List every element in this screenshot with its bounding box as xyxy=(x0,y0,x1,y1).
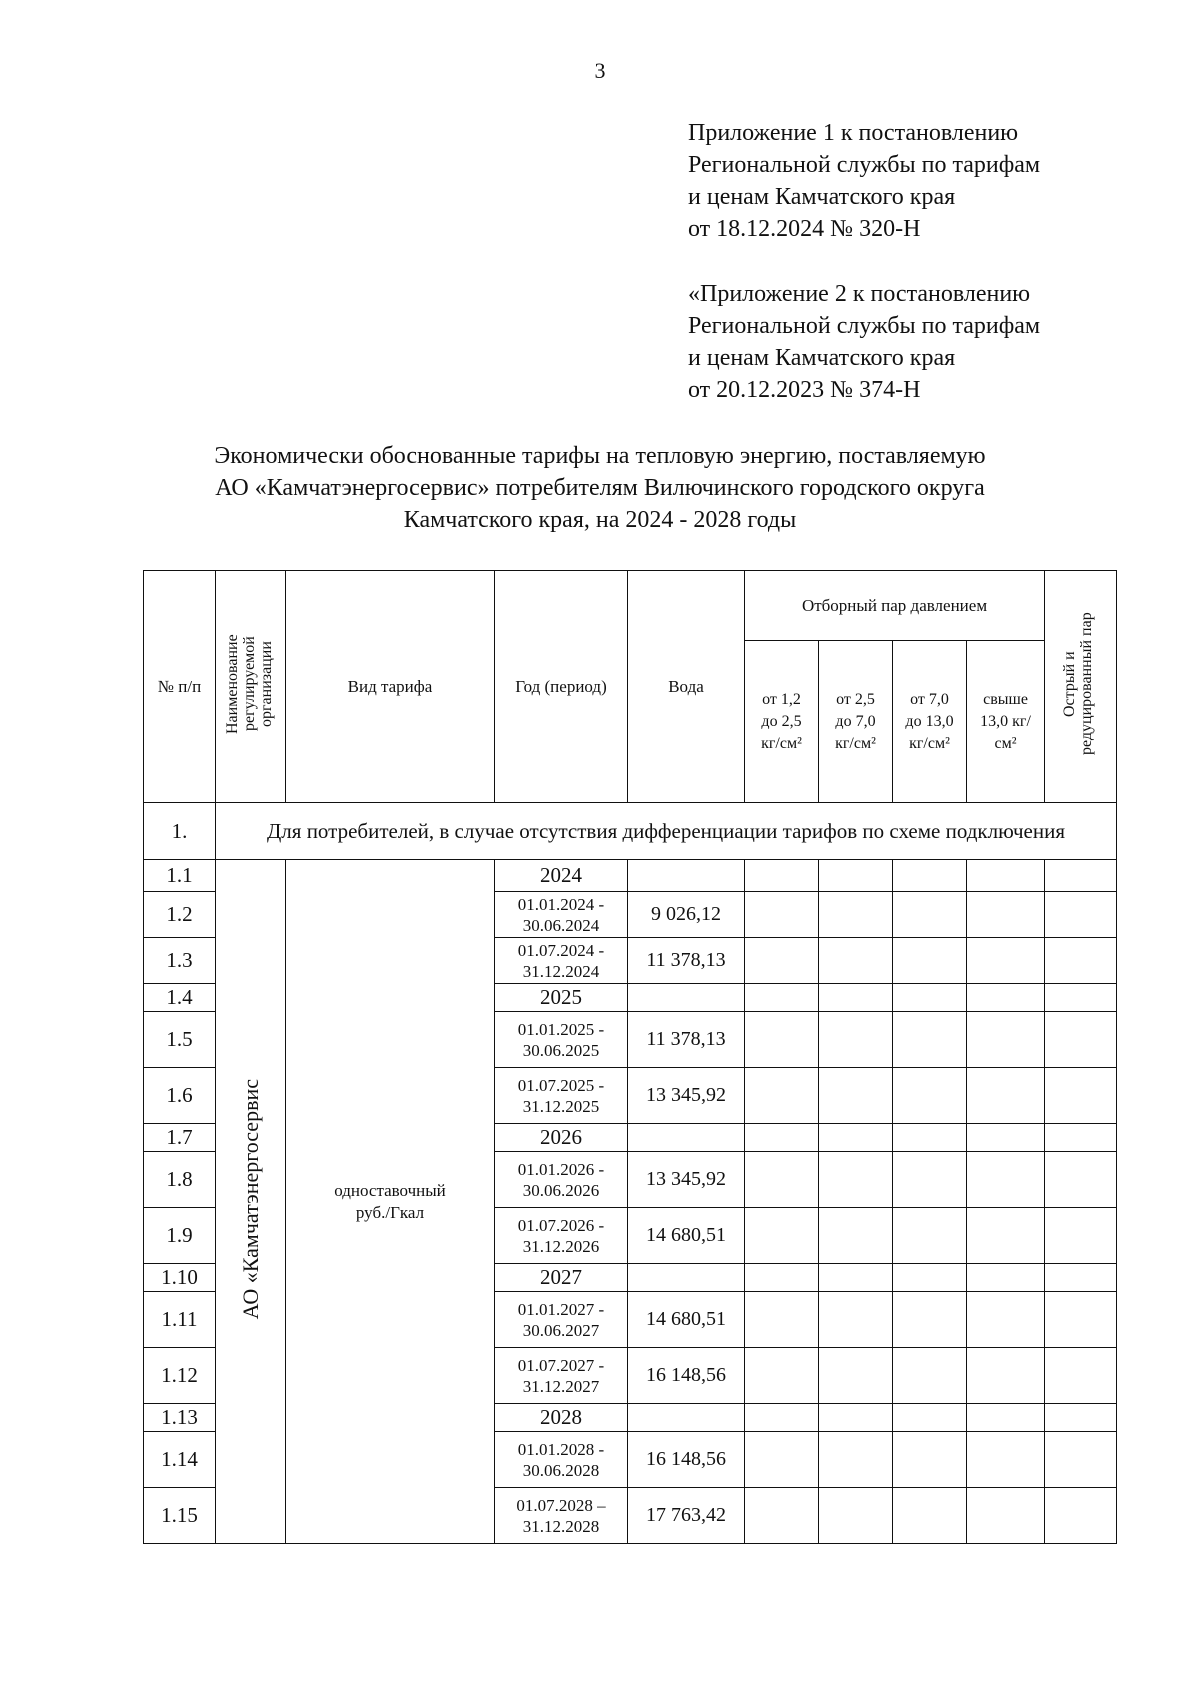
row-water-value xyxy=(628,984,745,1012)
row-period: 01.07.2028 – 31.12.2028 xyxy=(495,1488,628,1544)
row-empty-cell xyxy=(745,1208,819,1264)
row-num: 1.13 xyxy=(144,1404,216,1432)
row-empty-cell xyxy=(1045,1264,1117,1292)
row-empty-cell xyxy=(1045,1208,1117,1264)
header-org-text: Наименование регулируемой организации xyxy=(223,634,275,734)
row-period: 01.07.2027 - 31.12.2027 xyxy=(495,1348,628,1404)
header-steam: Отборный пар давлением xyxy=(745,571,1045,641)
row-empty-cell xyxy=(967,1012,1045,1068)
title-line: Камчатского края, на 2024 - 2028 годы xyxy=(403,507,797,533)
row-empty-cell xyxy=(1045,1068,1117,1124)
appendix-1-line: и ценам Камчатского края xyxy=(688,184,956,210)
row-empty-cell xyxy=(1045,1124,1117,1152)
row-water-value xyxy=(628,1124,745,1152)
row-empty-cell xyxy=(967,1488,1045,1544)
row-empty-cell xyxy=(967,1264,1045,1292)
section-num: 1. xyxy=(144,803,216,860)
appendix-2-line: Региональной службы по тарифам xyxy=(688,313,1041,339)
row-empty-cell xyxy=(745,860,819,892)
row-empty-cell xyxy=(967,1208,1045,1264)
row-num: 1.4 xyxy=(144,984,216,1012)
appendix-1-line: Приложение 1 к постановлению xyxy=(688,120,1019,146)
row-empty-cell xyxy=(1045,1432,1117,1488)
header-sharp-text: Острый и редуцированный пар xyxy=(1060,612,1095,756)
row-empty-cell xyxy=(819,938,893,984)
row-empty-cell xyxy=(967,1432,1045,1488)
document-title xyxy=(0,440,1200,536)
row-empty-cell xyxy=(893,984,967,1012)
row-empty-cell xyxy=(893,1432,967,1488)
appendix-1-line: Региональной службы по тарифам xyxy=(688,152,1041,178)
row-empty-cell xyxy=(893,1348,967,1404)
header-pressure-1: от 1,2 до 2,5 кг/см² xyxy=(745,641,819,803)
row-num: 1.5 xyxy=(144,1012,216,1068)
row-empty-cell xyxy=(819,1348,893,1404)
row-empty-cell xyxy=(893,1152,967,1208)
row-empty-cell xyxy=(967,1292,1045,1348)
row-empty-cell xyxy=(1045,860,1117,892)
tariff-table xyxy=(143,570,1117,1544)
row-period: 01.07.2024 - 31.12.2024 xyxy=(495,938,628,984)
row-empty-cell xyxy=(745,938,819,984)
row-empty-cell xyxy=(967,1068,1045,1124)
row-empty-cell xyxy=(893,1124,967,1152)
row-period: 01.01.2028 - 30.06.2028 xyxy=(495,1432,628,1488)
row-empty-cell xyxy=(967,1124,1045,1152)
row-empty-cell xyxy=(1045,1404,1117,1432)
row-water-value xyxy=(628,1264,745,1292)
row-empty-cell xyxy=(745,1488,819,1544)
row-num: 1.14 xyxy=(144,1432,216,1488)
row-water-value xyxy=(628,1404,745,1432)
row-empty-cell xyxy=(745,892,819,938)
row-period: 01.01.2024 - 30.06.2024 xyxy=(495,892,628,938)
row-empty-cell xyxy=(893,1012,967,1068)
row-empty-cell xyxy=(745,1292,819,1348)
row-year: 2025 xyxy=(495,984,628,1012)
header-sharp-steam xyxy=(1045,571,1117,803)
row-water-value: 14 680,51 xyxy=(628,1208,745,1264)
row-empty-cell xyxy=(893,1488,967,1544)
row-empty-cell xyxy=(893,1292,967,1348)
header-pressure-3: от 7,0 до 13,0 кг/см² xyxy=(893,641,967,803)
row-empty-cell xyxy=(819,1404,893,1432)
row-empty-cell xyxy=(893,1264,967,1292)
appendix-1-block xyxy=(688,117,1040,245)
row-empty-cell xyxy=(819,1152,893,1208)
header-num: № п/п xyxy=(144,571,216,803)
row-water-value: 17 763,42 xyxy=(628,1488,745,1544)
row-empty-cell xyxy=(819,1068,893,1124)
row-water-value: 16 148,56 xyxy=(628,1348,745,1404)
row-empty-cell xyxy=(967,984,1045,1012)
row-num: 1.11 xyxy=(144,1292,216,1348)
row-empty-cell xyxy=(967,892,1045,938)
row-empty-cell xyxy=(1045,1488,1117,1544)
row-empty-cell xyxy=(819,1208,893,1264)
row-empty-cell xyxy=(819,1012,893,1068)
header-period: Год (период) xyxy=(495,571,628,803)
header-tariff-type: Вид тарифа xyxy=(286,571,495,803)
row-empty-cell xyxy=(819,892,893,938)
header-water: Вода xyxy=(628,571,745,803)
row-empty-cell xyxy=(819,1432,893,1488)
row-empty-cell xyxy=(967,1348,1045,1404)
row-year: 2024 xyxy=(495,860,628,892)
row-empty-cell xyxy=(893,1404,967,1432)
row-empty-cell xyxy=(1045,1012,1117,1068)
title-line: Экономически обоснованные тарифы на тепловую энергию, поставляемую xyxy=(214,443,986,469)
row-empty-cell xyxy=(1045,938,1117,984)
org-name-cell xyxy=(216,860,286,1544)
row-period: 01.01.2025 - 30.06.2025 xyxy=(495,1012,628,1068)
row-year: 2028 xyxy=(495,1404,628,1432)
row-empty-cell xyxy=(893,1208,967,1264)
row-num: 1.12 xyxy=(144,1348,216,1404)
row-water-value: 11 378,13 xyxy=(628,938,745,984)
header-pressure-2: от 2,5 до 7,0 кг/см² xyxy=(819,641,893,803)
row-empty-cell xyxy=(745,1264,819,1292)
row-empty-cell xyxy=(893,1068,967,1124)
appendix-2-line: «Приложение 2 к постановлению xyxy=(688,281,1031,307)
row-empty-cell xyxy=(819,860,893,892)
row-empty-cell xyxy=(1045,1348,1117,1404)
row-empty-cell xyxy=(893,938,967,984)
row-water-value xyxy=(628,860,745,892)
row-empty-cell xyxy=(745,1124,819,1152)
tariff-type-cell: одноставочный руб./Гкал xyxy=(286,860,495,1544)
row-empty-cell xyxy=(745,1012,819,1068)
page-number: 3 xyxy=(594,58,606,83)
row-water-value: 13 345,92 xyxy=(628,1152,745,1208)
row-empty-cell xyxy=(893,860,967,892)
appendix-1-line: от 18.12.2024 № 320-Н xyxy=(688,216,921,242)
row-num: 1.7 xyxy=(144,1124,216,1152)
row-period: 01.01.2026 - 30.06.2026 xyxy=(495,1152,628,1208)
row-num: 1.8 xyxy=(144,1152,216,1208)
row-num: 1.1 xyxy=(144,860,216,892)
row-water-value: 16 148,56 xyxy=(628,1432,745,1488)
header-pressure-4: свыше 13,0 кг/см² xyxy=(967,641,1045,803)
row-water-value: 9 026,12 xyxy=(628,892,745,938)
row-empty-cell xyxy=(745,984,819,1012)
row-empty-cell xyxy=(819,984,893,1012)
row-empty-cell xyxy=(967,1404,1045,1432)
row-empty-cell xyxy=(819,1124,893,1152)
row-year: 2027 xyxy=(495,1264,628,1292)
row-empty-cell xyxy=(967,938,1045,984)
row-empty-cell xyxy=(1045,1152,1117,1208)
appendix-2-block xyxy=(688,278,1040,406)
row-water-value: 14 680,51 xyxy=(628,1292,745,1348)
row-num: 1.9 xyxy=(144,1208,216,1264)
row-period: 01.07.2026 - 31.12.2026 xyxy=(495,1208,628,1264)
org-name: АО «Камчатэнергосервис xyxy=(237,1078,263,1320)
row-empty-cell xyxy=(1045,1292,1117,1348)
table-row xyxy=(144,860,1117,892)
row-empty-cell xyxy=(1045,892,1117,938)
row-period: 01.01.2027 - 30.06.2027 xyxy=(495,1292,628,1348)
row-num: 1.6 xyxy=(144,1068,216,1124)
section-title: Для потребителей, в случае отсутствия дифференциации тарифов по схеме подключения xyxy=(216,803,1117,860)
row-empty-cell xyxy=(819,1264,893,1292)
row-empty-cell xyxy=(967,1152,1045,1208)
appendix-2-line: от 20.12.2023 № 374-Н xyxy=(688,377,921,403)
appendix-2-line: и ценам Камчатского края xyxy=(688,345,956,371)
row-empty-cell xyxy=(967,860,1045,892)
title-line: АО «Камчатэнергосервис» потребителям Вилючинского городского округа xyxy=(215,475,985,501)
row-empty-cell xyxy=(745,1152,819,1208)
row-empty-cell xyxy=(819,1488,893,1544)
row-empty-cell xyxy=(893,892,967,938)
row-num: 1.15 xyxy=(144,1488,216,1544)
row-num: 1.3 xyxy=(144,938,216,984)
row-water-value: 11 378,13 xyxy=(628,1012,745,1068)
row-empty-cell xyxy=(745,1404,819,1432)
row-empty-cell xyxy=(745,1348,819,1404)
row-num: 1.2 xyxy=(144,892,216,938)
row-empty-cell xyxy=(745,1432,819,1488)
row-empty-cell xyxy=(819,1292,893,1348)
row-year: 2026 xyxy=(495,1124,628,1152)
row-empty-cell xyxy=(745,1068,819,1124)
row-empty-cell xyxy=(1045,984,1117,1012)
header-org xyxy=(216,571,286,803)
row-water-value: 13 345,92 xyxy=(628,1068,745,1124)
row-period: 01.07.2025 - 31.12.2025 xyxy=(495,1068,628,1124)
row-num: 1.10 xyxy=(144,1264,216,1292)
